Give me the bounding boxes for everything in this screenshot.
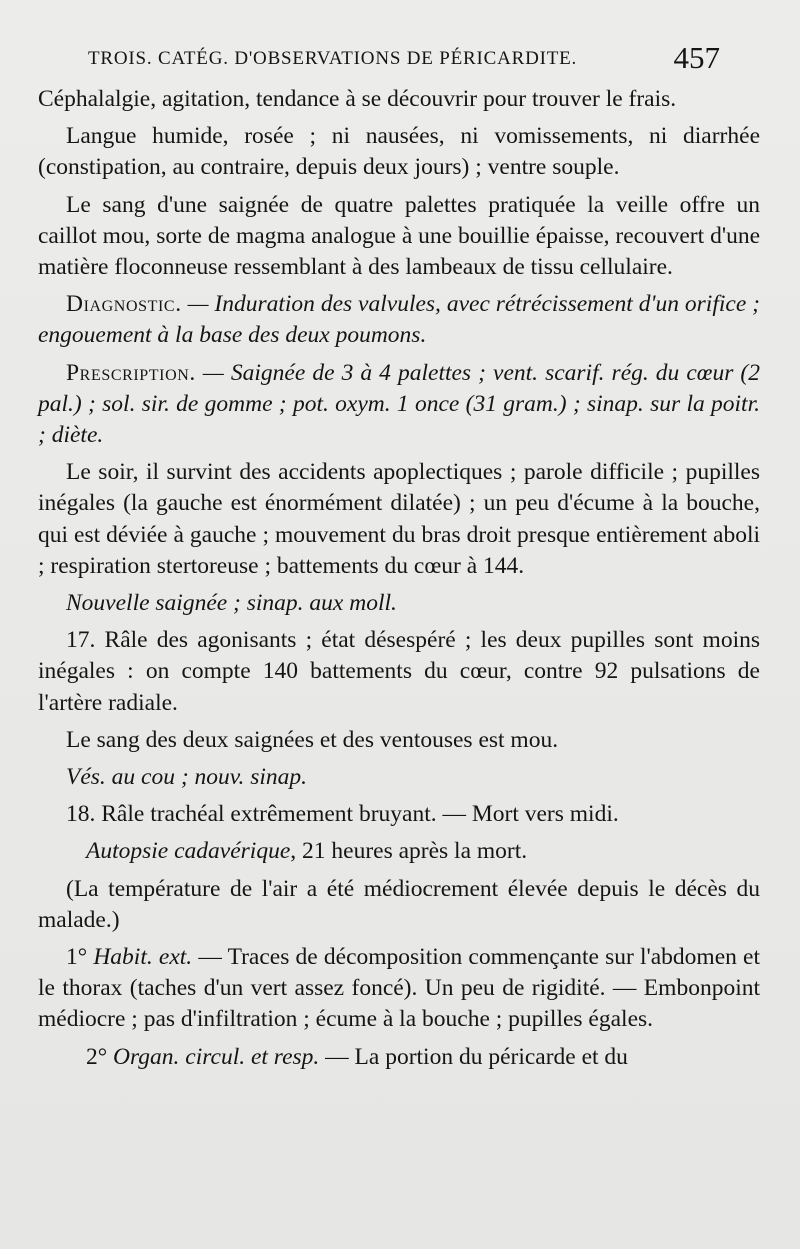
paragraph-day-18: 18. Râle trachéal extrêmement bruyant. — Mort vers midi.: [66, 801, 619, 828]
paragraph-autopsy: [38, 836, 760, 867]
running-head: TROIS. CATÉG. D'OBSERVATIONS DE PÉRICARDITE.: [88, 48, 578, 69]
paragraph-new-bleeding: Nouvelle saignée ; sinap. aux moll.: [66, 590, 397, 617]
prescription-label: Prescription.: [66, 359, 196, 386]
organs-heading: Organ. circul. et resp.: [113, 1043, 320, 1070]
paragraph-day-17: 17. Râle des agonisants ; état désespéré ; les deux pupilles sont moins inégales : on compte 140 battements du cœur, contre 92 pulsations de l'artère radiale.: [38, 627, 760, 716]
organs-number: 2°: [86, 1043, 114, 1070]
body-text: [38, 84, 760, 1079]
paragraph-blood-soft: Le sang des deux saignées et des ventouses est mou.: [66, 726, 559, 753]
paragraph-organs: [38, 1042, 760, 1073]
habitus-heading: Habit. ext.: [93, 944, 193, 971]
paragraph-vesicatory: Vés. au cou ; nouv. sinap.: [66, 764, 308, 791]
habitus-text: — Traces de décomposition commençante sur l'abdomen et le thorax (taches d'un vert assez foncé). Un peu de rigidité. — Embonpoint médiocre ; pas d'infiltration ; écume à la bouche ; pupilles égales.: [38, 944, 761, 1033]
paragraph-tongue: Langue humide, rosée ; ni nausées, ni vomissements, ni diarrhée (constipation, au contraire, depuis deux jours) ; ventre souple.: [38, 123, 760, 181]
diagnostic-label: Diagnostic.: [66, 291, 182, 318]
prescription-text: — Saignée de 3 à 4 palettes ; vent. scarif. rég. du cœur (2 pal.) ; sol. sir. de gomme ; pot. oxym. 1 once (31 gram.) ; sinap. sur la poitr. ; diète.: [38, 359, 760, 449]
autopsy-time: , 21 heures après la mort.: [290, 838, 528, 865]
habitus-number: 1°: [66, 944, 94, 971]
page-header: [88, 40, 728, 74]
paragraph-diagnostic: [38, 289, 760, 351]
page-number: 457: [673, 40, 720, 75]
diagnostic-text: — Induration des valvules, avec rétrécissement d'un orifice ; engouement à la base des deux poumons.: [38, 291, 760, 349]
paragraph-evening: Le soir, il survint des accidents apoplectiques ; parole difficile ; pupilles inégales (la gauche est énormément dilatée) ; un peu d'écume à la bouche, qui est déviée à gauche ; mouvement du bras droit presque entièrement aboli ; respiration stertoreuse ; battements du cœur à 144.: [38, 459, 760, 579]
autopsy-heading: Autopsie cadavérique: [86, 838, 291, 865]
organs-text: — La portion du péricarde et du: [319, 1043, 628, 1070]
paragraph-prescription: [38, 358, 760, 452]
paragraph-symptoms: Céphalalgie, agitation, tendance à se découvrir pour trouver le frais.: [38, 86, 677, 112]
paragraph-temperature: (La température de l'air a été médiocrement élevée depuis le décès du malade.): [38, 875, 760, 933]
paragraph-blood: Le sang d'une saignée de quatre palettes pratiquée la veille offre un caillot mou, sorte de magma analogue à une bouillie épaisse, recouvert d'une matière floconneuse ressemblant à des lambeaux de tissu cellulaire.: [38, 191, 760, 281]
paragraph-habitus: [38, 942, 760, 1036]
